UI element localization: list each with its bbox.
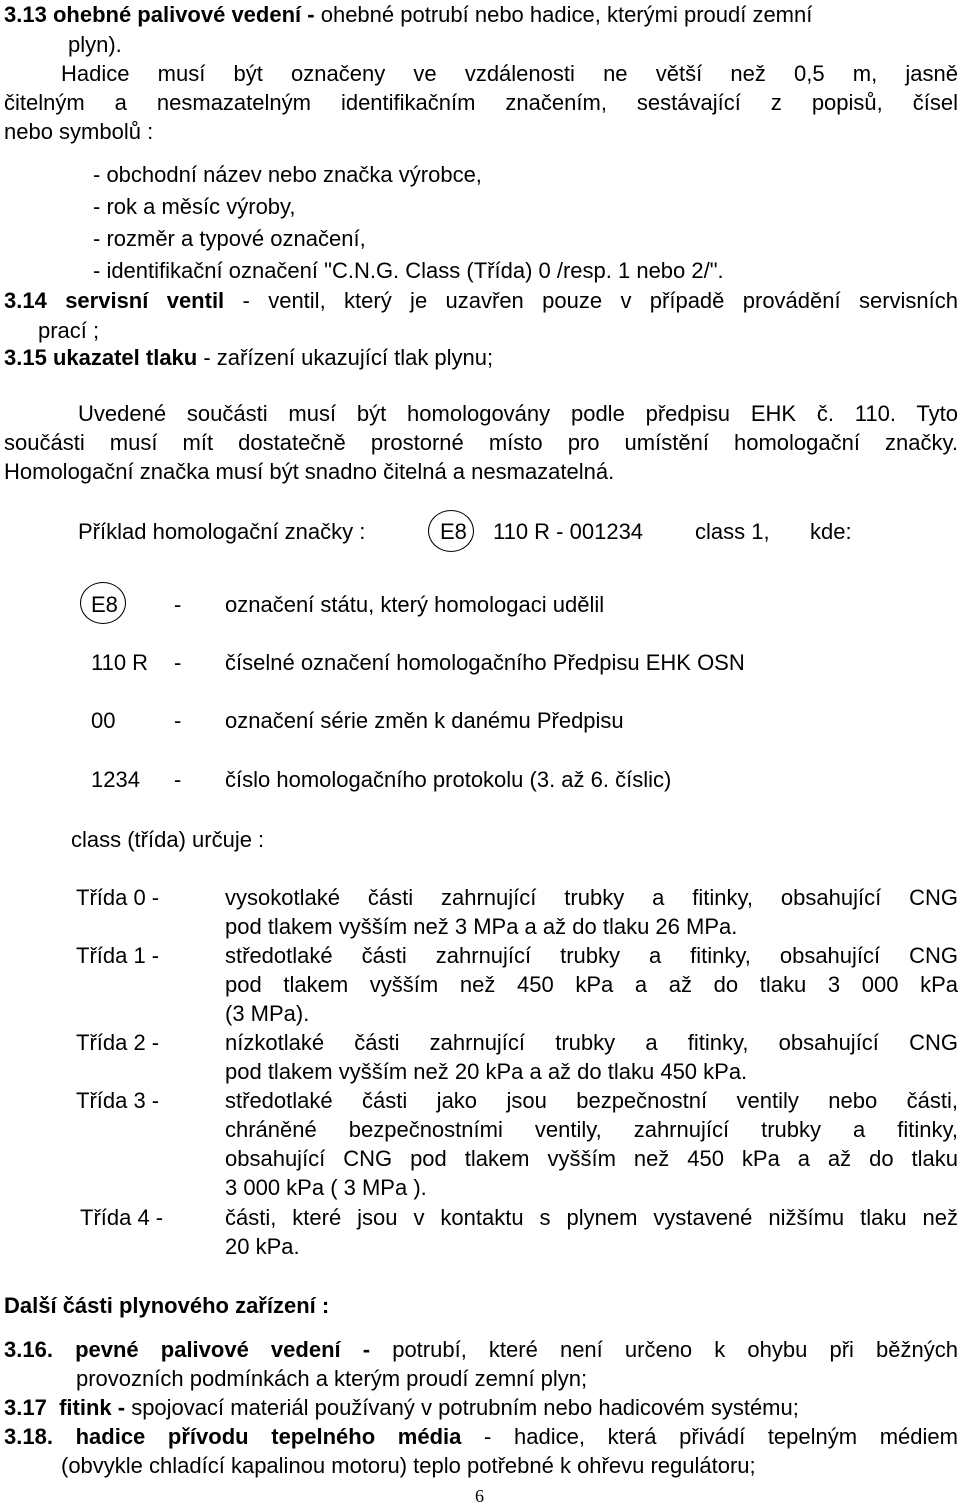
term: pevné palivové vedení - (75, 1337, 371, 1362)
term: servisní ventil (65, 288, 225, 313)
class-desc-line: chráněné bezpečnostními ventily, zahrnující trubky a fitinky, (225, 1117, 958, 1142)
example-where: kde: (810, 519, 852, 544)
legend-dash: - (174, 592, 182, 617)
class-desc-line: části, které jsou v kontaktu s plynem vystavené nižšímu tlaku než (225, 1205, 958, 1230)
term: ukazatel tlaku (52, 345, 198, 370)
class-desc-line: 3 000 kPa ( 3 MPa ). (225, 1175, 427, 1200)
paragraph-line: nebo symbolů : (4, 119, 154, 144)
section-number: 3.18. (4, 1424, 53, 1449)
definition: ohebné potrubí nebo hadice, kterými proudí zemní (320, 2, 813, 27)
example-class: class 1, (695, 519, 770, 544)
section-3-14-heading (4, 286, 958, 315)
class-desc-line: pod tlakem vyšším než 20 kPa a až do tlaku 450 kPa. (225, 1059, 748, 1084)
section-3-14-def-cont: prací ; (38, 318, 100, 343)
legend-text: číselné označení homologačního Předpisu EHK OSN (225, 650, 745, 675)
section-number: 3.14 (4, 288, 47, 313)
homologation-line: součásti musí mít dostatečně prostorné místo pro umístění homologační značky. (4, 430, 958, 455)
class-desc-line: středotlaké části zahrnující trubky a fitinky, obsahující CNG (225, 943, 958, 968)
page-number: 6 (475, 1486, 484, 1506)
list-item: - rozměr a typové označení, (93, 226, 366, 251)
legend-key: E8 (91, 592, 118, 617)
section-3-16-heading (4, 1335, 958, 1364)
class-desc-line: (3 MPa). (225, 1001, 310, 1026)
term: ohebné palivové vedení - (52, 2, 315, 27)
definition: spojovací materiál používaný v potrubním nebo hadicovém systému; (131, 1395, 799, 1420)
legend-text: označení státu, který homologaci udělil (225, 592, 605, 617)
list-item: - obchodní název nebo značka výrobce, (93, 162, 482, 187)
legend-text: označení série změn k danému Předpisu (225, 708, 624, 733)
section-3-13-def-cont: plyn). (68, 32, 122, 57)
class-desc-line: středotlaké části jako jsou bezpečnostní ventily nebo části, (225, 1088, 958, 1113)
definition: potrubí, které není určeno k ohybu při běžných (392, 1337, 958, 1362)
legend-dash: - (174, 650, 182, 675)
definition: - hadice, která přivádí tepelným médiem (484, 1424, 958, 1449)
class-label: Třída 3 - (76, 1088, 160, 1113)
homologation-line: Homologační značka musí být snadno čitelná a nesmazatelná. (4, 459, 615, 484)
list-item: - rok a měsíc výroby, (93, 194, 296, 219)
legend-key: 1234 (91, 767, 140, 792)
term: hadice přívodu tepelného média (75, 1424, 462, 1449)
class-label: Třída 2 - (76, 1030, 160, 1055)
class-label: Třída 0 - (76, 885, 160, 910)
class-desc-line: pod tlakem vyšším než 3 MPa a až do tlaku 26 MPa. (225, 914, 738, 939)
paragraph-line: čitelným a nesmazatelným identifikačním značením, sestávající z popisů, čísel (4, 90, 958, 115)
legend-key: 00 (91, 708, 116, 733)
class-desc-line: obsahující CNG pod tlakem vyšším než 450 kPa a až do tlaku (225, 1146, 958, 1171)
class-label: Třída 4 - (80, 1205, 164, 1230)
section-3-13-heading (4, 0, 812, 29)
section-3-16-def-cont: provozních podmínkách a kterým proudí zemní plyn; (76, 1366, 588, 1391)
section-3-18-def-cont: (obvykle chladící kapalinou motoru) teplo potřebné k ohřevu regulátoru; (61, 1453, 756, 1478)
example-code: 110 R - 001234 (493, 519, 644, 544)
class-label: Třída 1 - (76, 943, 160, 968)
class-desc-line: nízkotlaké části zahrnující trubky a fitinky, obsahující CNG (225, 1030, 958, 1055)
homologation-line: Uvedené součásti musí být homologovány podle předpisu EHK č. 110. Tyto (78, 401, 958, 426)
class-heading: class (třída) určuje : (71, 827, 265, 852)
class-desc-line: 20 kPa. (225, 1234, 300, 1259)
class-desc-line: pod tlakem vyšším než 450 kPa a až do tlaku 3 000 kPa (225, 972, 958, 997)
approval-mark-code: E8 (440, 519, 467, 544)
section-number: 3.13 (4, 2, 47, 27)
section-number: 3.17 (4, 1395, 47, 1420)
term: fitink - (59, 1395, 126, 1420)
section-number: 3.15 (4, 345, 47, 370)
legend-text: číslo homologačního protokolu (3. až 6. číslic) (225, 767, 672, 792)
section-number: 3.16. (4, 1337, 53, 1362)
section-3-15-heading (4, 343, 493, 372)
example-label: Příklad homologační značky : (78, 519, 366, 544)
paragraph-line: Hadice musí být označeny ve vzdálenosti ne větší než 0,5 m, jasně (61, 61, 958, 86)
further-heading-text: Další části plynového zařízení : (4, 1293, 330, 1318)
legend-key: 110 R (91, 650, 149, 675)
section-3-17-heading (4, 1393, 799, 1422)
definition: - ventil, který je uzavřen pouze v případě provádění servisních (242, 288, 958, 313)
legend-dash: - (174, 708, 182, 733)
further-heading (4, 1291, 329, 1320)
section-3-18-heading (4, 1422, 958, 1451)
legend-dash: - (174, 767, 182, 792)
definition: - zařízení ukazující tlak plynu; (197, 345, 494, 370)
list-item: - identifikační označení "C.N.G. Class (Třída) 0 /resp. 1 nebo 2/". (93, 258, 724, 283)
class-desc-line: vysokotlaké části zahrnující trubky a fitinky, obsahující CNG (225, 885, 958, 910)
